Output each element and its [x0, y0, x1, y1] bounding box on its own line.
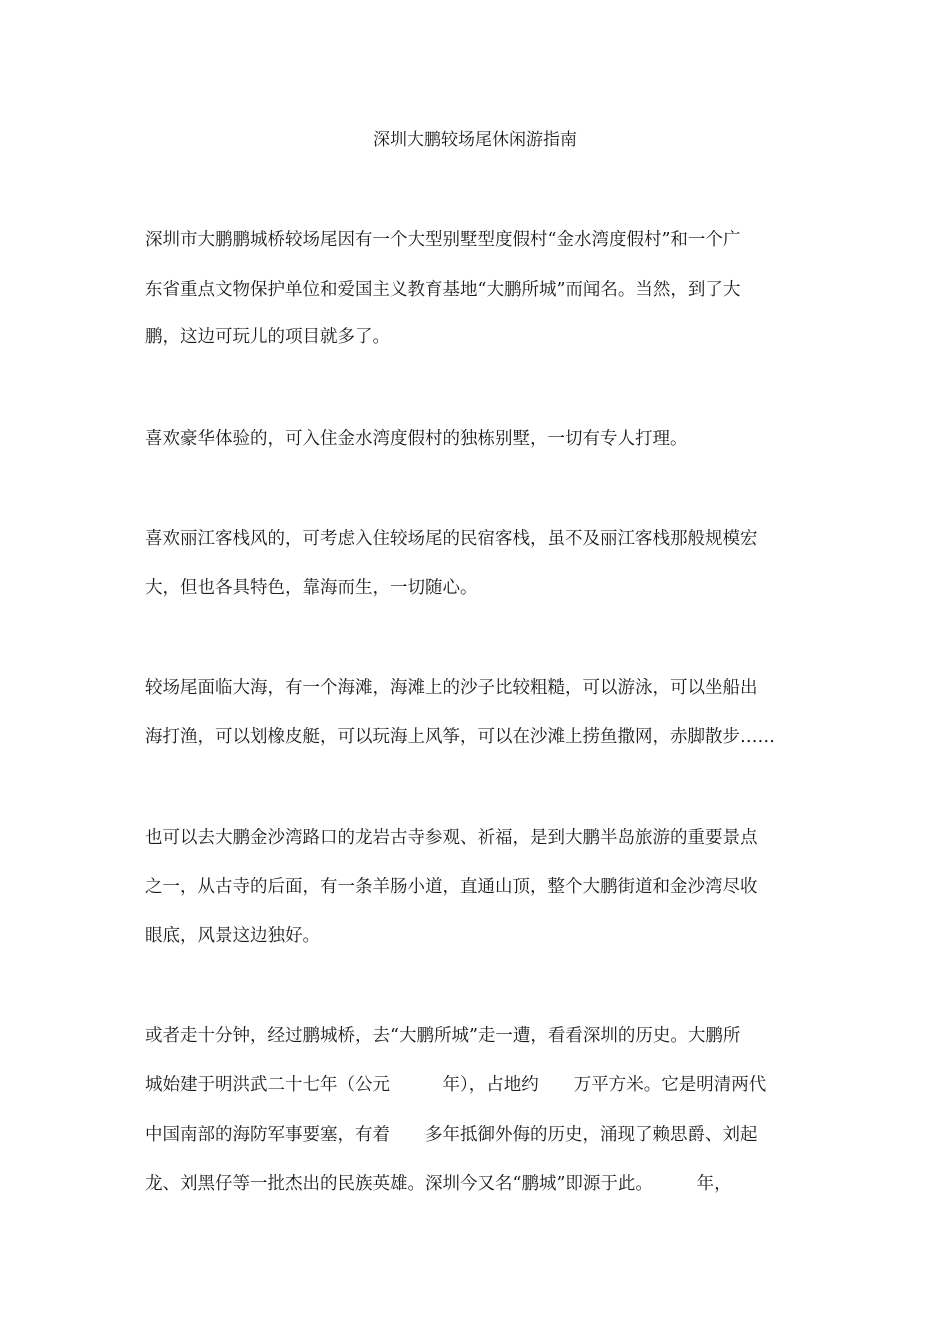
document-title: 深圳大鹏较场尾休闲游指南: [373, 130, 577, 150]
paragraph-1-line-1: 深圳市大鹏鹏城桥较场尾因有一个大型别墅型度假村“金水湾度假村”和一个广: [145, 230, 741, 250]
paragraph-6-line-2: 城始建于明洪武二十七年（公元 年），占地约 万平方米。它是明清两代: [145, 1075, 767, 1095]
paragraph-5-line-3: 眼底，风景这边独好。: [145, 926, 320, 946]
paragraph-3-line-2: 大，但也各具特色，靠海而生，一切随心。: [145, 578, 478, 598]
paragraph-1-line-3: 鹏，这边可玩儿的项目就多了。: [145, 327, 390, 347]
paragraph-5-line-2: 之一，从古寺的后面，有一条羊肠小道，直通山顶，整个大鹏街道和金沙湾尽收: [145, 877, 758, 897]
paragraph-4-line-1: 较场尾面临大海，有一个海滩，海滩上的沙子比较粗糙，可以游泳，可以坐船出: [145, 678, 758, 698]
paragraph-6-line-4: 龙、刘黑仔等一批杰出的民族英雄。深圳今又名“鹏城”即源于此。 年，: [145, 1174, 732, 1194]
paragraph-6-line-1: 或者走十分钟，经过鹏城桥，去“大鹏所城”走一遭，看看深圳的历史。大鹏所: [145, 1026, 741, 1046]
paragraph-2-line-1: 喜欢豪华体验的，可入住金水湾度假村的独栋别墅，一切有专人打理。: [145, 429, 688, 449]
paragraph-6-line-3: 中国南部的海防军事要塞，有着 多年抵御外侮的历史，涌现了赖思爵、刘起: [145, 1125, 758, 1145]
paragraph-3-line-1: 喜欢丽江客栈风的，可考虑入住较场尾的民宿客栈，虽不及丽江客栈那般规模宏: [145, 529, 758, 549]
paragraph-1-line-2: 东省重点文物保护单位和爱国主义教育基地“大鹏所城”而闻名。当然，到了大: [145, 280, 741, 300]
paragraph-4-line-2: 海打渔，可以划橡皮艇，可以玩海上风筝，可以在沙滩上捞鱼撒网，赤脚散步……: [145, 727, 775, 747]
paragraph-5-line-1: 也可以去大鹏金沙湾路口的龙岩古寺参观、祈福，是到大鹏半岛旅游的重要景点: [145, 828, 758, 848]
